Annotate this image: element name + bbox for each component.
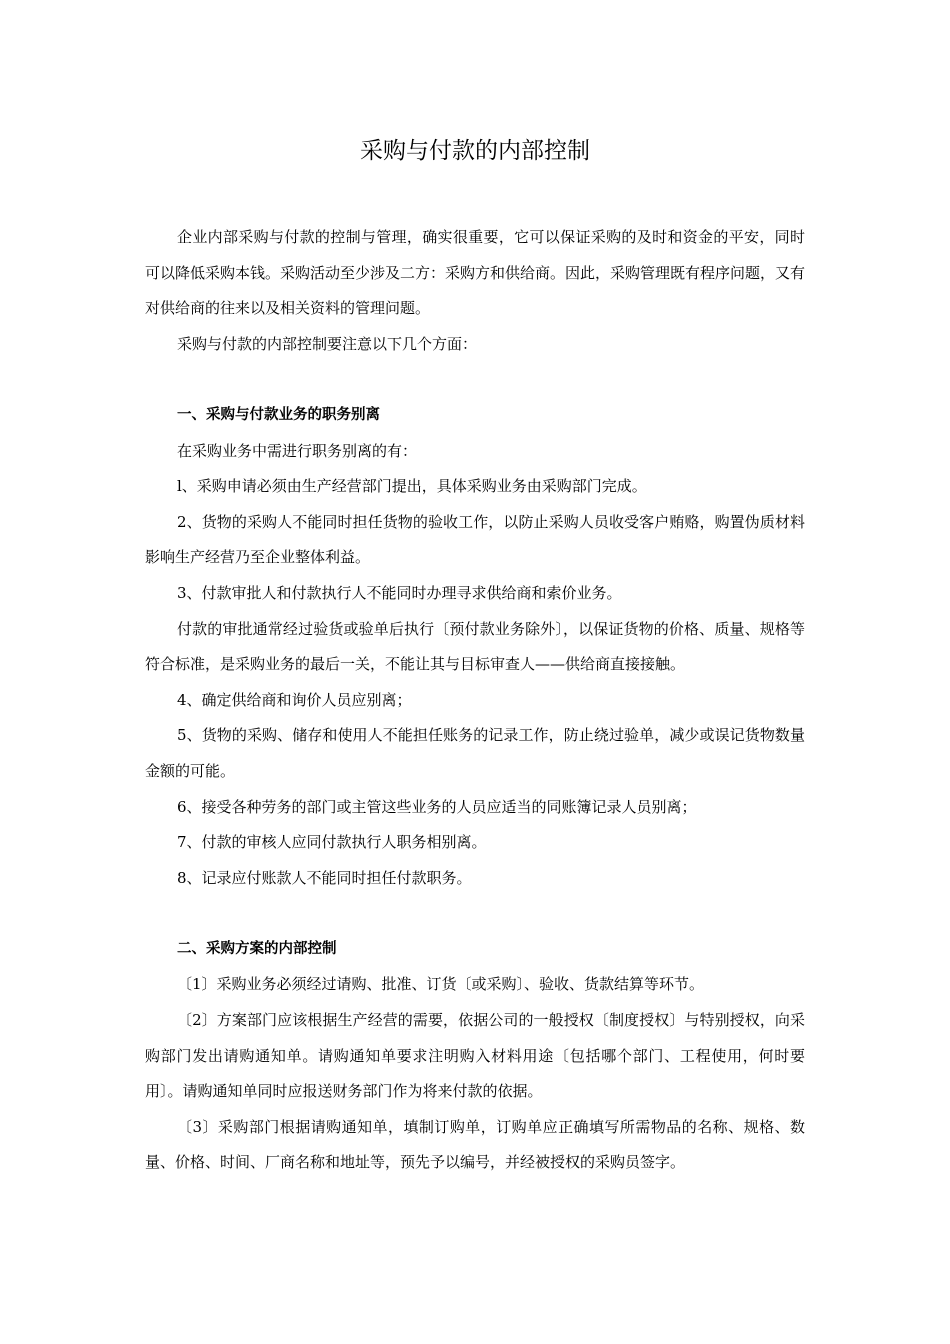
body-paragraph: 〔1〕采购业务必须经过请购、批准、订货〔或采购〕、验收、货款结算等环节。 bbox=[177, 975, 705, 994]
body-paragraph: 2、货物的采购人不能同时担任货物的验收工作，以防止采购人员收受客户贿赂，购置伪质材料影响生产经营乃至企业整体利益。 bbox=[145, 512, 805, 567]
document-body bbox=[145, 220, 805, 1181]
body-paragraph: 〔3〕采购部门根据请购通知单，填制订购单，订购单应正确填写所需物品的名称、规格、数量、价格、时间、厂商名称和地址等，预先予以编号，并经被授权的采购员签字。 bbox=[145, 1117, 805, 1172]
body-paragraph: 在采购业务中需进行职务别离的有： bbox=[177, 441, 418, 460]
section-heading: 二、采购方案的内部控制 bbox=[177, 940, 337, 957]
body-paragraph: 6、接受各种劳务的部门或主管这些业务的人员应适当的同账簿记录人员别离； bbox=[177, 797, 697, 816]
body-paragraph: 7、付款的审核人应同付款执行人职务相别离。 bbox=[177, 833, 487, 852]
spacer bbox=[145, 362, 805, 398]
body-paragraph: 5、货物的采购、储存和使用人不能担任账务的记录工作，防止绕过验单，减少或误记货物数量金额的可能。 bbox=[145, 726, 805, 780]
body-paragraph: 〔2〕方案部门应该根据生产经营的需要，依据公司的一般授权〔制度授权〕与特别授权，向采购部门发出请购通知单。请购通知单要求注明购入材料用途〔包括哪个部门、工程使用，何时要用〕。请购通知单同时应报送财务部门作为将来付款的依据。 bbox=[145, 1011, 805, 1101]
body-paragraph: l、采购申请必须由生产经营部门提出，具体采购业务由采购部门完成。 bbox=[177, 477, 647, 496]
body-paragraph: 3、付款审批人和付款执行人不能同时办理寻求供给商和索价业务。 bbox=[177, 583, 622, 602]
document-title: 采购与付款的内部控制 bbox=[360, 138, 590, 164]
body-paragraph: 付款的审批通常经过验货或验单后执行〔预付款业务除外〕，以保证货物的价格、质量、规格等符合标准，是采购业务的最后一关，不能让其与目标审查人——供给商直接接触。 bbox=[145, 619, 805, 674]
section-heading: 一、采购与付款业务的职务别离 bbox=[177, 406, 380, 423]
intro-paragraph: 采购与付款的内部控制要注意以下几个方面： bbox=[177, 334, 478, 353]
spacer bbox=[145, 896, 805, 932]
body-paragraph: 8、记录应付账款人不能同时担任付款职务。 bbox=[177, 868, 472, 887]
intro-paragraph: 企业内部采购与付款的控制与管理，确实很重要，它可以保证采购的及时和资金的平安，同时可以降低采购本钱。采购活动至少涉及二方：采购方和供给商。因此，采购管理既有程序问题，又有对供给商的往来以及相关资料的管理问题。 bbox=[145, 228, 806, 318]
body-paragraph: 4、确定供给商和询价人员应别离； bbox=[177, 690, 412, 709]
